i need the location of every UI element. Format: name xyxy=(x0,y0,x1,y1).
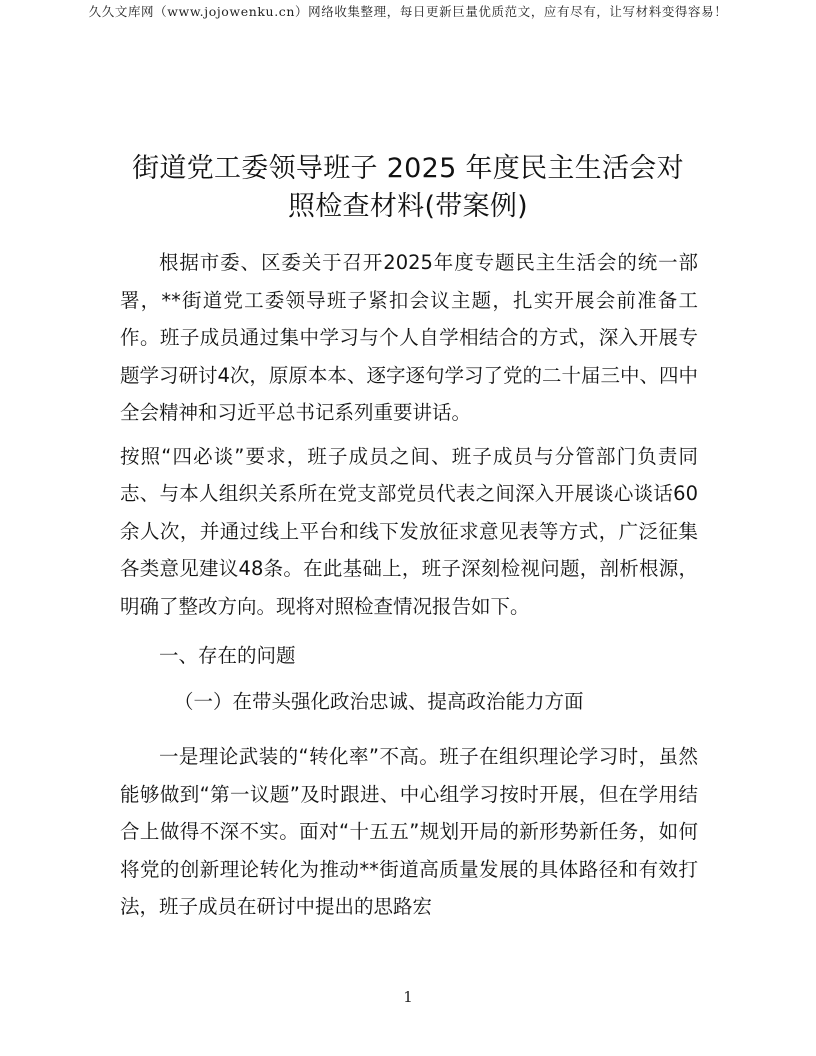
section-heading: 一、存在的问题 xyxy=(159,644,296,667)
paragraph-issue-1: 一是理论武装的“转化率”不高。班子在组织理论学习时，虽然能够做到“第一议题”及时跟进、中心组学习按时开展，但在学用结合上做得不深不实。面对“十五五”规划开局的新形势新任务，如何将党的创新理论转化为推动**街道高质量发展的具体路径和有效打法，班子成员在研讨中提出的思路宏 xyxy=(120,745,698,918)
paragraph-intro: 根据市委、区委关于召开2025年度专题民主生活会的统一部署，**街道党工委领导班子紧扣会议主题，扎实开展会前准备工作。班子成员通过集中学习与个人自学相结合的方式，深入开展专题学习研讨4次，原原本本、逐字逐句学习了党的二十届三中、四中全会精神和习近平总书记系列重要讲话。 xyxy=(120,251,698,424)
document-body xyxy=(120,244,698,926)
title-line-2: 照检查材料(带案例) xyxy=(287,191,529,222)
title-line-1: 街道党工委领导班子 2025 年度民主生活会对 xyxy=(132,153,684,184)
document-title xyxy=(110,150,706,226)
page-number: 1 xyxy=(403,988,413,1006)
paragraph-preparation: 按照“四必谈”要求，班子成员之间、班子成员与分管部门负责同志、与本人组织关系所在党支部党员代表之间深入开展谈心谈话60余人次，并通过线上平台和线下发放征求意见表等方式，广泛征集各类意见建议48条。在此基础上，班子深刻检视问题，剖析根源，明确了整改方向。现将对照检查情况报告如下。 xyxy=(120,444,698,618)
subsection-heading: （一）在带头强化政治忠诚、提高政治能力方面 xyxy=(174,689,584,713)
page-header: 久久文库网（www.jojowenku.cn）网络收集整理，每日更新巨量优质范文，应有尽有，让写材料变得容易！ xyxy=(88,4,728,19)
